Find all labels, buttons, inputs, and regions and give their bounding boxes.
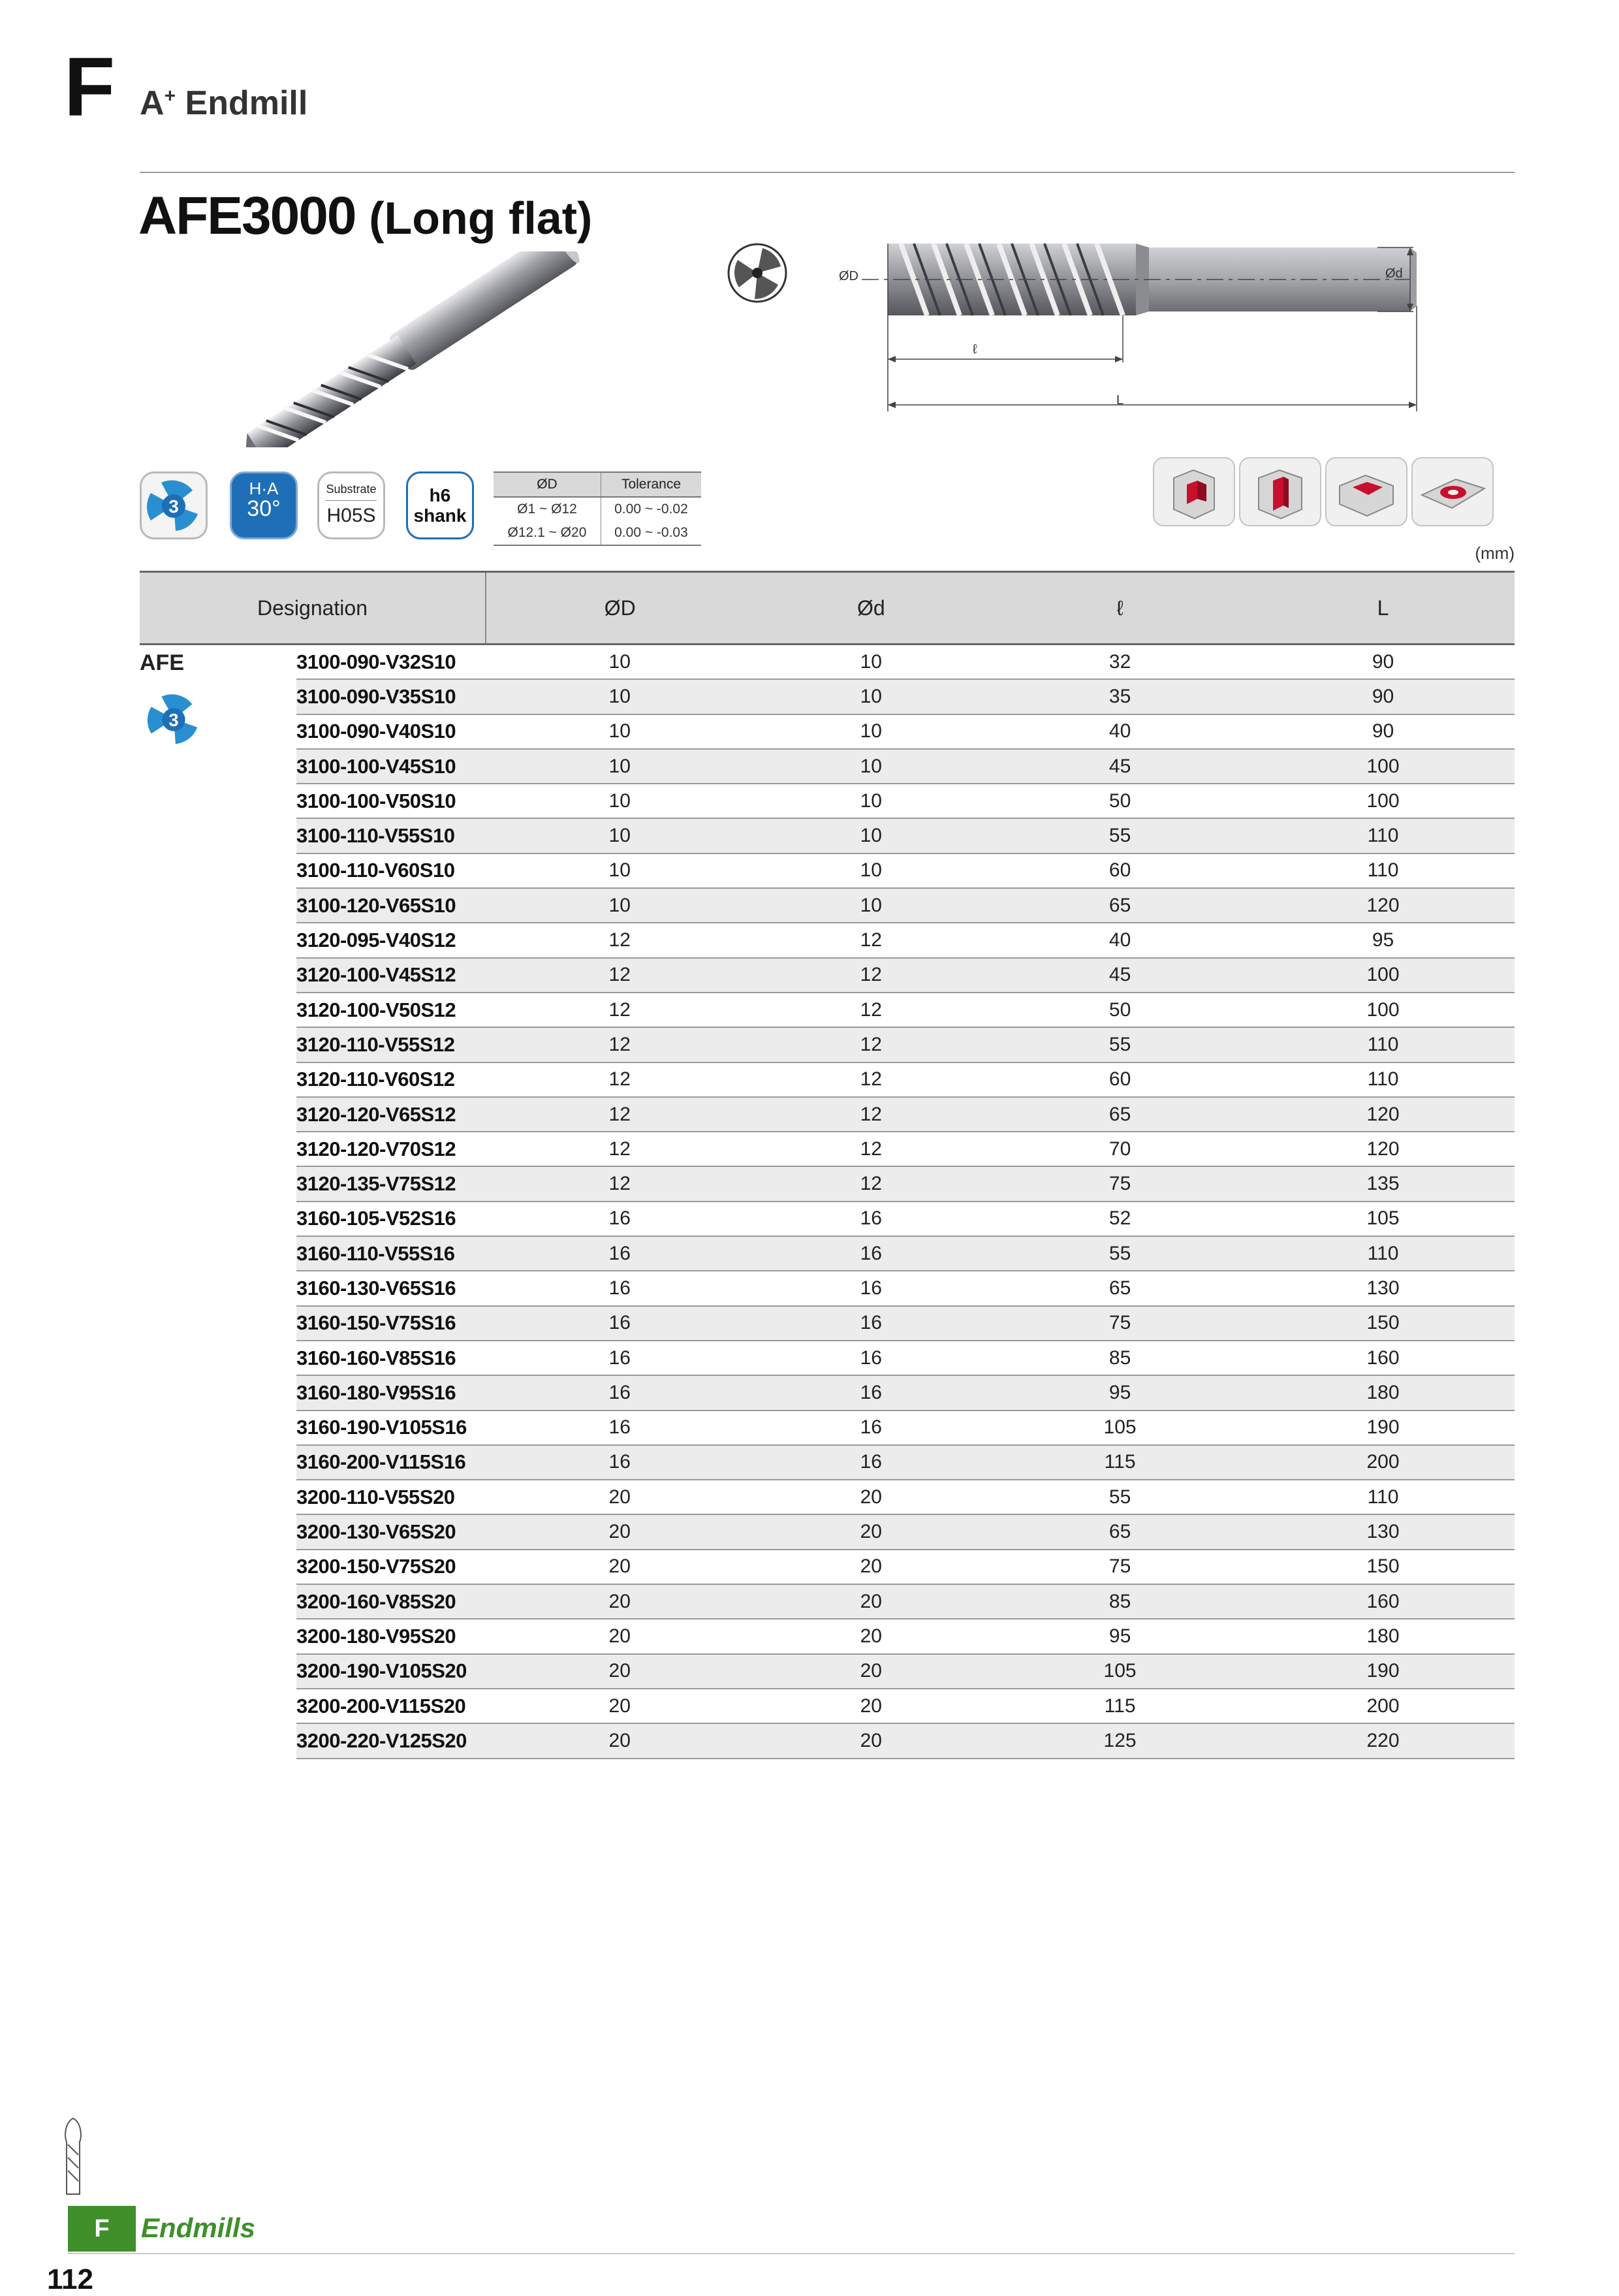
shank-d-value: 10 (753, 679, 988, 714)
od-value: 12 (486, 923, 753, 957)
flute-length-value: 55 (988, 1027, 1251, 1062)
header-shank-d: Ød (753, 572, 988, 645)
flute-length-value: 52 (988, 1202, 1251, 1236)
shank-d-value: 20 (753, 1514, 988, 1549)
od-value: 12 (486, 1132, 753, 1166)
tol-header-od: ØD (494, 472, 601, 497)
substrate-value: H05S (326, 505, 376, 526)
header-flute-length: ℓ (988, 572, 1251, 645)
designation-code: 3160-190-V105S16 (296, 1411, 486, 1445)
overall-length-value: 200 (1251, 1689, 1515, 1723)
od-value: 20 (486, 1514, 753, 1549)
table-row (140, 1132, 1515, 1166)
overall-length-value: 100 (1251, 993, 1515, 1027)
series-label: AFE (140, 650, 184, 675)
flute-length-value: 95 (988, 1375, 1251, 1410)
od-value: 10 (486, 818, 753, 853)
table-row (140, 1306, 1515, 1341)
flute-length-value: 75 (988, 1550, 1251, 1584)
flute-length-value: 65 (988, 1271, 1251, 1305)
overall-length-value: 110 (1251, 1480, 1515, 1514)
designation-code: 3160-130-V65S16 (296, 1271, 486, 1305)
end-view-icon (725, 240, 790, 306)
shank-d-value: 16 (753, 1445, 988, 1480)
shank-d-value: 16 (753, 1202, 988, 1236)
tol-value: 0.00 ~ -0.02 (614, 502, 688, 517)
overall-length-label: L (1116, 393, 1124, 407)
flute-length-value: 115 (988, 1689, 1251, 1723)
tol-range: Ø1 ~ Ø12 (494, 497, 601, 521)
shank-d-value: 10 (753, 888, 988, 923)
overall-length-value: 150 (1251, 1550, 1515, 1584)
overall-length-value: 130 (1251, 1271, 1515, 1305)
shank-d-value: 20 (753, 1550, 988, 1584)
designation-code: 3200-190-V105S20 (296, 1654, 486, 1689)
designation-code: 3100-090-V32S10 (296, 645, 486, 680)
overall-length-value: 190 (1251, 1654, 1515, 1689)
table-row (140, 1375, 1515, 1410)
pocketing-graphic (1327, 458, 1406, 525)
od-value: 20 (486, 1584, 753, 1619)
designation-code: 3200-200-V115S20 (296, 1689, 486, 1723)
shank-d-value: 20 (753, 1689, 988, 1723)
designation-code: 3120-120-V70S12 (296, 1132, 486, 1166)
table-row (140, 749, 1515, 784)
od-value: 12 (486, 958, 753, 993)
designation-code: 3120-100-V50S12 (296, 993, 486, 1027)
table-row (140, 818, 1515, 853)
designation-code: 3200-130-V65S20 (296, 1514, 486, 1549)
table-row (140, 679, 1515, 714)
table-row (140, 1411, 1515, 1445)
header-overall-length: L (1251, 572, 1515, 645)
flute-length-value: 35 (988, 679, 1251, 714)
three-flute-series-icon (142, 688, 205, 750)
od-value: 16 (486, 1341, 753, 1375)
od-value: 12 (486, 1027, 753, 1062)
shank-d-value: 16 (753, 1271, 988, 1305)
flute-length-value: 95 (988, 1619, 1251, 1653)
od-value: 10 (486, 714, 753, 749)
overall-length-value: 120 (1251, 1132, 1515, 1166)
shank-d-label: Ød (1385, 266, 1403, 281)
od-value: 16 (486, 1271, 753, 1305)
overall-length-value: 180 (1251, 1375, 1515, 1410)
flute-length-value: 65 (988, 888, 1251, 923)
flute-count: 3 (168, 496, 179, 517)
endmill-photo (225, 251, 623, 447)
od-value: 10 (486, 888, 753, 923)
od-value: 20 (486, 1480, 753, 1514)
table-row (140, 958, 1515, 993)
designation-code: 3200-160-V85S20 (296, 1584, 486, 1619)
shank-tol-value: h6 (429, 485, 451, 505)
table-row (140, 645, 1515, 680)
designation-code: 3100-100-V50S10 (296, 784, 486, 818)
helix-label: H·A (249, 479, 279, 498)
od-value: 10 (486, 784, 753, 818)
header-designation: Designation (140, 572, 486, 645)
flute-length-label: ℓ (973, 342, 977, 357)
shoulder-milling-icon (1153, 457, 1235, 526)
face-milling-icon (1411, 457, 1494, 526)
flute-length-value: 40 (988, 923, 1251, 957)
overall-length-value: 120 (1251, 888, 1515, 923)
flute-length-value: 85 (988, 1341, 1251, 1375)
shank-d-value: 20 (753, 1654, 988, 1689)
shank-d-value: 12 (753, 1132, 988, 1166)
section-title-a: A (140, 84, 165, 122)
overall-length-value: 95 (1251, 923, 1515, 957)
overall-length-value: 180 (1251, 1619, 1515, 1653)
od-value: 20 (486, 1619, 753, 1653)
product-name: AFE3000 (138, 186, 356, 246)
overall-length-value: 110 (1251, 1027, 1515, 1062)
overall-length-value: 110 (1251, 853, 1515, 888)
table-row (140, 1550, 1515, 1584)
designation-code: 3160-110-V55S16 (296, 1236, 486, 1271)
od-value: 12 (486, 1062, 753, 1097)
table-row (140, 1619, 1515, 1653)
footer-divider (68, 2253, 1515, 2254)
flute-length-value: 65 (988, 1097, 1251, 1132)
shank-d-value: 12 (753, 1062, 988, 1097)
overall-length-value: 200 (1251, 1445, 1515, 1480)
designation-code: 3160-105-V52S16 (296, 1202, 486, 1236)
shank-d-value: 12 (753, 923, 988, 957)
section-letter: F (64, 40, 116, 134)
tol-value: 0.00 ~ -0.03 (601, 521, 701, 545)
od-value: 10 (486, 749, 753, 784)
flute-length-value: 105 (988, 1411, 1251, 1445)
designation-code: 3200-220-V125S20 (296, 1723, 486, 1758)
table-row (140, 1027, 1515, 1062)
header-divider (140, 172, 1515, 173)
overall-length-value: 110 (1251, 1236, 1515, 1271)
flute-length-value: 45 (988, 749, 1251, 784)
table-row (140, 1271, 1515, 1305)
drill-illustration-icon (57, 2116, 89, 2212)
designation-code: 3160-160-V85S16 (296, 1341, 486, 1375)
flute-propeller-icon (142, 473, 206, 537)
overall-length-value: 135 (1251, 1166, 1515, 1201)
shank-d-value: 10 (753, 784, 988, 818)
product-variant: (Long flat) (369, 193, 593, 244)
overall-length-value: 160 (1251, 1341, 1515, 1375)
table-row (140, 1514, 1515, 1549)
od-value: 16 (486, 1306, 753, 1341)
footer-section-tab: F (68, 2206, 136, 2252)
shank-d-value: 16 (753, 1411, 988, 1445)
table-row (140, 1166, 1515, 1201)
flute-length-value: 105 (988, 1654, 1251, 1689)
flute-length-value: 50 (988, 784, 1251, 818)
shank-d-value: 20 (753, 1723, 988, 1758)
designation-code: 3200-180-V95S20 (296, 1619, 486, 1653)
overall-length-value: 105 (1251, 1202, 1515, 1236)
od-value: 20 (486, 1689, 753, 1723)
designation-code: 3160-200-V115S16 (296, 1445, 486, 1480)
shank-d-value: 12 (753, 1166, 988, 1201)
overall-length-value: 150 (1251, 1306, 1515, 1341)
flute-length-value: 45 (988, 958, 1251, 993)
table-row (140, 923, 1515, 957)
overall-length-value: 90 (1251, 714, 1515, 749)
od-value: 16 (486, 1236, 753, 1271)
shank-d-value: 16 (753, 1341, 988, 1375)
shank-d-value: 10 (753, 749, 988, 784)
table-row (140, 1236, 1515, 1271)
unit-label: (mm) (1475, 543, 1515, 563)
od-value: 12 (486, 1166, 753, 1201)
helix-angle-icon (230, 471, 298, 539)
series-cell (140, 645, 296, 1759)
slotting-icon (1239, 457, 1321, 526)
product-title (138, 185, 592, 247)
three-flute-icon (140, 471, 208, 539)
pocketing-icon (1325, 457, 1407, 526)
flute-length-value: 32 (988, 645, 1251, 680)
table-row (140, 1062, 1515, 1097)
overall-length-value: 110 (1251, 1062, 1515, 1097)
tol-row (494, 497, 701, 521)
shank-d-value: 12 (753, 993, 988, 1027)
designation-code: 3120-110-V55S12 (296, 1027, 486, 1062)
designation-code: 3200-110-V55S20 (296, 1480, 486, 1514)
section-title (140, 84, 307, 123)
substrate-icon (317, 471, 385, 539)
overall-length-value: 100 (1251, 749, 1515, 784)
table-row (140, 993, 1515, 1027)
designation-code: 3160-150-V75S16 (296, 1306, 486, 1341)
tol-header-tolerance: Tolerance (601, 472, 701, 497)
designation-code: 3200-150-V75S20 (296, 1550, 486, 1584)
od-value: 12 (486, 1097, 753, 1132)
designation-code: 3120-110-V60S12 (296, 1062, 486, 1097)
section-title-rest: Endmill (176, 84, 308, 122)
page-number: 112 (47, 2263, 93, 2295)
table-row (140, 1341, 1515, 1375)
flute-length-value: 75 (988, 1166, 1251, 1201)
od-value: 10 (486, 853, 753, 888)
designation-code: 3120-120-V65S12 (296, 1097, 486, 1132)
od-value: 10 (486, 679, 753, 714)
table-row (140, 1654, 1515, 1689)
flute-length-value: 55 (988, 818, 1251, 853)
od-value: 20 (486, 1723, 753, 1758)
flute-length-value: 125 (988, 1723, 1251, 1758)
slotting-graphic (1240, 458, 1320, 525)
shank-d-value: 10 (753, 645, 988, 680)
shank-d-value: 20 (753, 1619, 988, 1653)
designation-code: 3160-180-V95S16 (296, 1375, 486, 1410)
flute-length-value: 60 (988, 1062, 1251, 1097)
section-title-plus: + (164, 85, 176, 107)
od-value: 16 (486, 1445, 753, 1480)
flute-length-value: 70 (988, 1132, 1251, 1166)
shank-d-value: 12 (753, 1097, 988, 1132)
table-row (140, 714, 1515, 749)
table-row (140, 1202, 1515, 1236)
designation-code: 3120-095-V40S12 (296, 923, 486, 957)
table-row (140, 1723, 1515, 1758)
shank-d-value: 12 (753, 958, 988, 993)
table-row (140, 1445, 1515, 1480)
face-milling-graphic (1413, 458, 1492, 525)
flute-length-value: 50 (988, 993, 1251, 1027)
shank-d-value: 20 (753, 1480, 988, 1514)
od-value: 20 (486, 1550, 753, 1584)
header-od: ØD (486, 572, 753, 645)
shank-d-value: 16 (753, 1375, 988, 1410)
shank-tolerance-icon (406, 471, 474, 539)
footer-title: Endmills (141, 2212, 256, 2243)
table-row (140, 888, 1515, 923)
overall-length-value: 100 (1251, 958, 1515, 993)
table-row (140, 1584, 1515, 1619)
od-value: 16 (486, 1411, 753, 1445)
designation-code: 3100-100-V45S10 (296, 749, 486, 784)
designation-table (140, 571, 1515, 1759)
od-value: 20 (486, 1654, 753, 1689)
od-value: 10 (486, 645, 753, 680)
table-row (140, 853, 1515, 888)
shank-d-value: 10 (753, 853, 988, 888)
flute-length-value: 55 (988, 1480, 1251, 1514)
flute-length-value: 65 (988, 1514, 1251, 1549)
helix-angle-value: 30° (247, 496, 281, 521)
shank-d-value: 16 (753, 1306, 988, 1341)
shank-d-value: 16 (753, 1236, 988, 1271)
shank-d-value: 10 (753, 714, 988, 749)
designation-code: 3100-090-V40S10 (296, 714, 486, 749)
overall-length-value: 130 (1251, 1514, 1515, 1549)
table-row (140, 1097, 1515, 1132)
overall-length-value: 100 (1251, 784, 1515, 818)
shank-label: shank (413, 505, 467, 526)
overall-length-value: 90 (1251, 679, 1515, 714)
od-label: ØD (839, 269, 858, 283)
flute-length-value: 55 (988, 1236, 1251, 1271)
shoulder-milling-graphic (1154, 458, 1234, 525)
overall-length-value: 110 (1251, 818, 1515, 853)
tol-row (494, 521, 701, 545)
od-value: 16 (486, 1202, 753, 1236)
flute-length-value: 85 (988, 1584, 1251, 1619)
designation-code: 3100-120-V65S10 (296, 888, 486, 923)
overall-length-value: 160 (1251, 1584, 1515, 1619)
shank-d-value: 20 (753, 1584, 988, 1619)
od-value: 16 (486, 1375, 753, 1410)
substrate-label: Substrate (326, 473, 377, 501)
designation-code: 3100-090-V35S10 (296, 679, 486, 714)
tolerance-table (494, 471, 701, 546)
series-flute-count: 3 (168, 709, 179, 730)
flute-length-value: 40 (988, 714, 1251, 749)
flute-length-value: 115 (988, 1445, 1251, 1480)
designation-table-wrap (140, 571, 1515, 1759)
table-row (140, 1689, 1515, 1723)
flute-length-value: 75 (988, 1306, 1251, 1341)
overall-length-value: 90 (1251, 645, 1515, 680)
overall-length-value: 220 (1251, 1723, 1515, 1758)
designation-code: 3120-100-V45S12 (296, 958, 486, 993)
designation-code: 3120-135-V75S12 (296, 1166, 486, 1201)
flute-length-value: 60 (988, 853, 1251, 888)
od-value: 12 (486, 993, 753, 1027)
designation-code: 3100-110-V55S10 (296, 818, 486, 853)
shank-d-value: 10 (753, 818, 988, 853)
overall-length-value: 120 (1251, 1097, 1515, 1132)
overall-length-value: 190 (1251, 1411, 1515, 1445)
table-row (140, 1480, 1515, 1514)
shank-d-value: 12 (753, 1027, 988, 1062)
table-row (140, 784, 1515, 818)
designation-code: 3100-110-V60S10 (296, 853, 486, 888)
tol-range: Ø12.1 ~ Ø20 (494, 521, 601, 545)
